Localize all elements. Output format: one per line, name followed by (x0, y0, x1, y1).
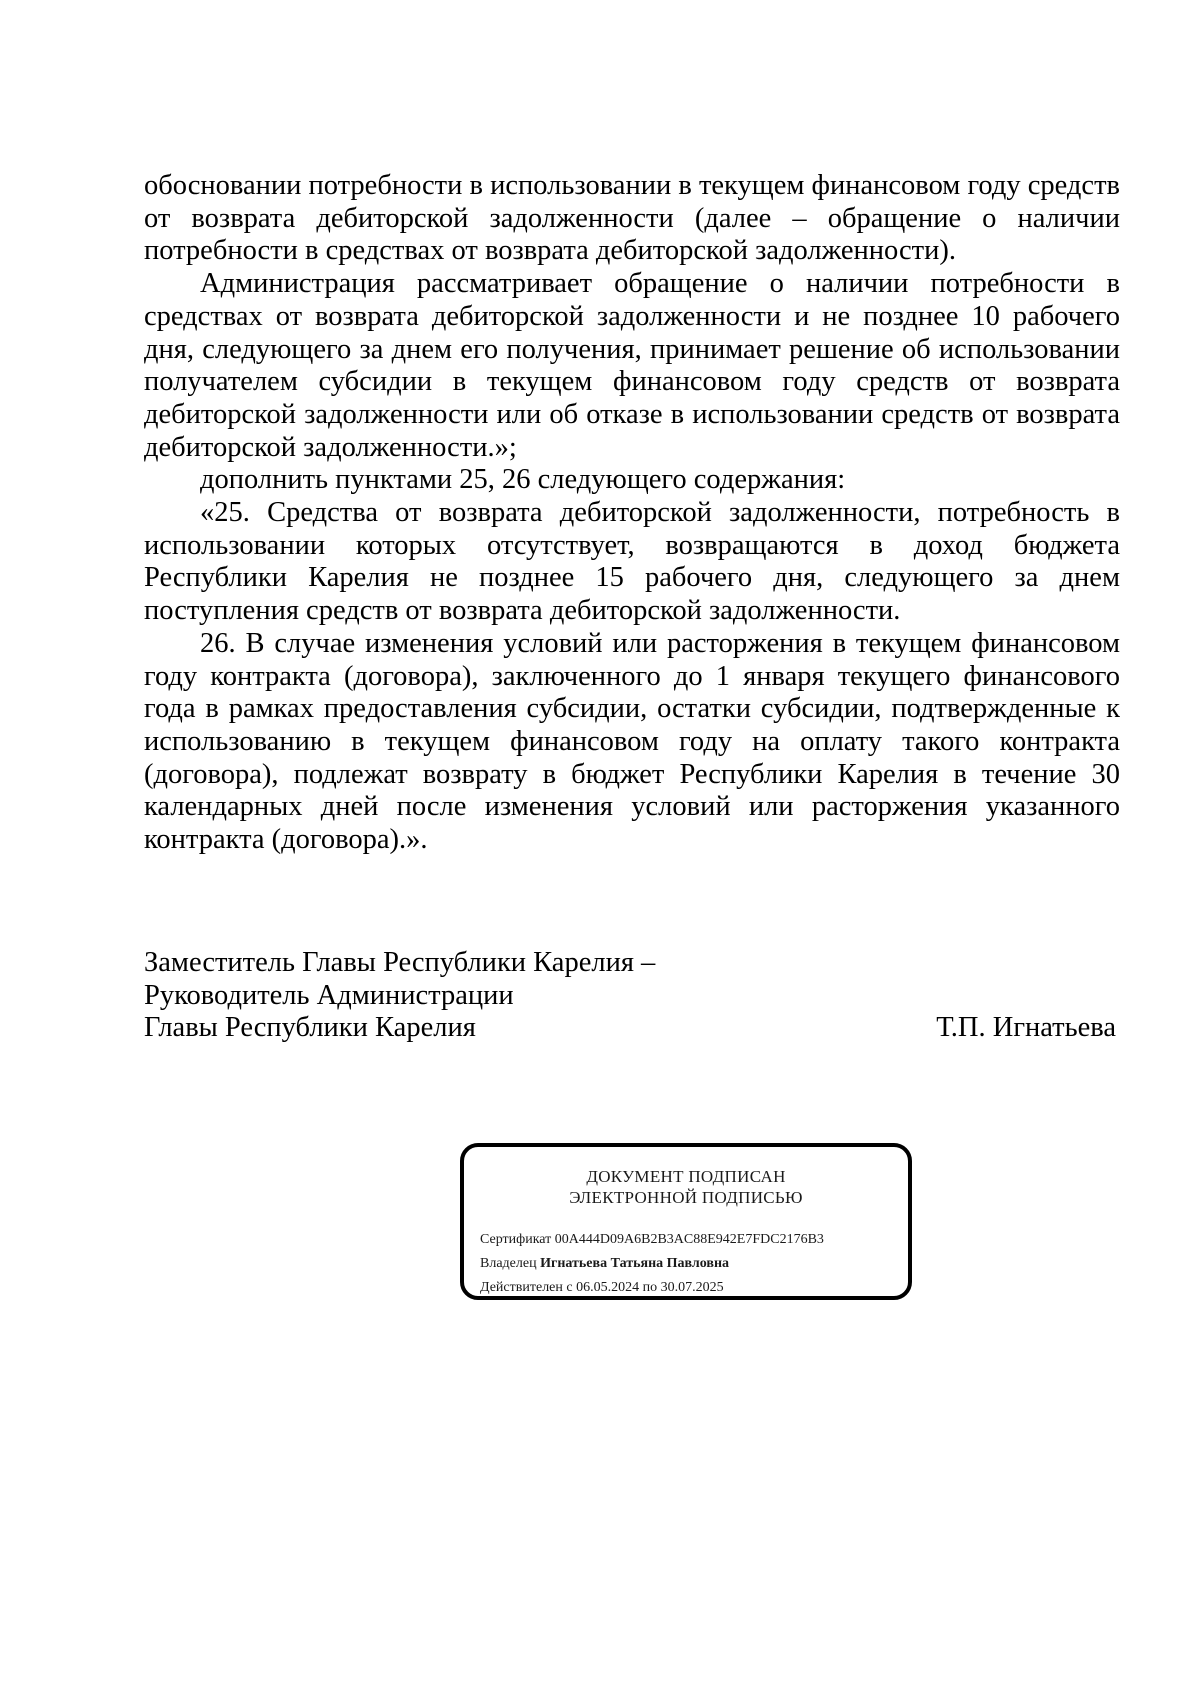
owner-value: Игнатьева Татьяна Павловна (540, 1256, 730, 1271)
signature-block (144, 947, 1120, 1045)
electronic-signature-stamp (460, 1143, 912, 1300)
certificate-value: 00A444D09A6B2B3AC88E942E7FDC2176B3 (554, 1232, 824, 1247)
paragraph-continuation: обосновании потребности в использовании в текущем финансовом году средств от возврата дебиторской задолженности (далее – обращение о наличии потребности в средствах от возврата дебиторской задолженности). (144, 170, 1120, 267)
signatory-position-line-2: Руководитель Администрации (144, 979, 514, 1011)
document-body (144, 170, 1120, 857)
stamp-owner-row (480, 1252, 824, 1276)
paragraph-supplement-points: дополнить пунктами 25, 26 следующего содержания: (200, 464, 846, 496)
signatory-position-line-1: Заместитель Главы Республики Карелия – (144, 947, 656, 978)
paragraph-administration-review: Администрация рассматривает обращение о наличии потребности в средствах от возврата дебиторской задолженности и не позднее 10 рабочего дня, следующего за днем его получения, принимает решение об использовании получателем субсидии в текущем финансовом году средств от возврата дебиторской задолженности или об отказе в использовании средств от возврата дебиторской задолженности.»; (144, 268, 1120, 463)
signatory-name: Т.П. Игнатьева (936, 1012, 1116, 1044)
valid-to-label: по (642, 1280, 658, 1295)
stamp-certificate-row (480, 1228, 824, 1252)
paragraph-point-26: 26. В случае изменения условий или расторжения в текущем финансовом году контракта (договора), заключенного до 1 января текущего финансового года в рамках предоставления субсидии, остатки субсидии, подтвержденные к использованию в текущем финансовом году на оплату такого контракта (договора), подлежат возврату в бюджет Республики Карелия в течение 30 календарных дней после изменения условий или расторжения указанного контракта (договора).». (144, 627, 1120, 856)
stamp-validity-row (480, 1276, 824, 1300)
stamp-title (464, 1166, 908, 1208)
owner-label: Владелец (480, 1256, 537, 1271)
stamp-details (480, 1228, 824, 1300)
valid-label: Действителен с (480, 1280, 573, 1295)
signatory-position-line-3: Главы Республики Карелия (144, 1012, 476, 1044)
certificate-label: Сертификат (480, 1232, 552, 1247)
signatory-last-line (144, 1012, 1116, 1045)
stamp-title-line-1: ДОКУМЕНТ ПОДПИСАН (586, 1167, 786, 1186)
stamp-title-line-2: ЭЛЕКТРОННОЙ ПОДПИСЬЮ (569, 1188, 803, 1207)
valid-from: 06.05.2024 (576, 1280, 640, 1295)
valid-to: 30.07.2025 (660, 1280, 724, 1295)
paragraph-point-25: «25. Средства от возврата дебиторской задолженности, потребность в использовании которых отсутствует, возвращаются в доход бюджета Республики Карелия не позднее 15 рабочего дня, следующего за днем поступления средств от возврата дебиторской задолженности. (144, 497, 1120, 627)
